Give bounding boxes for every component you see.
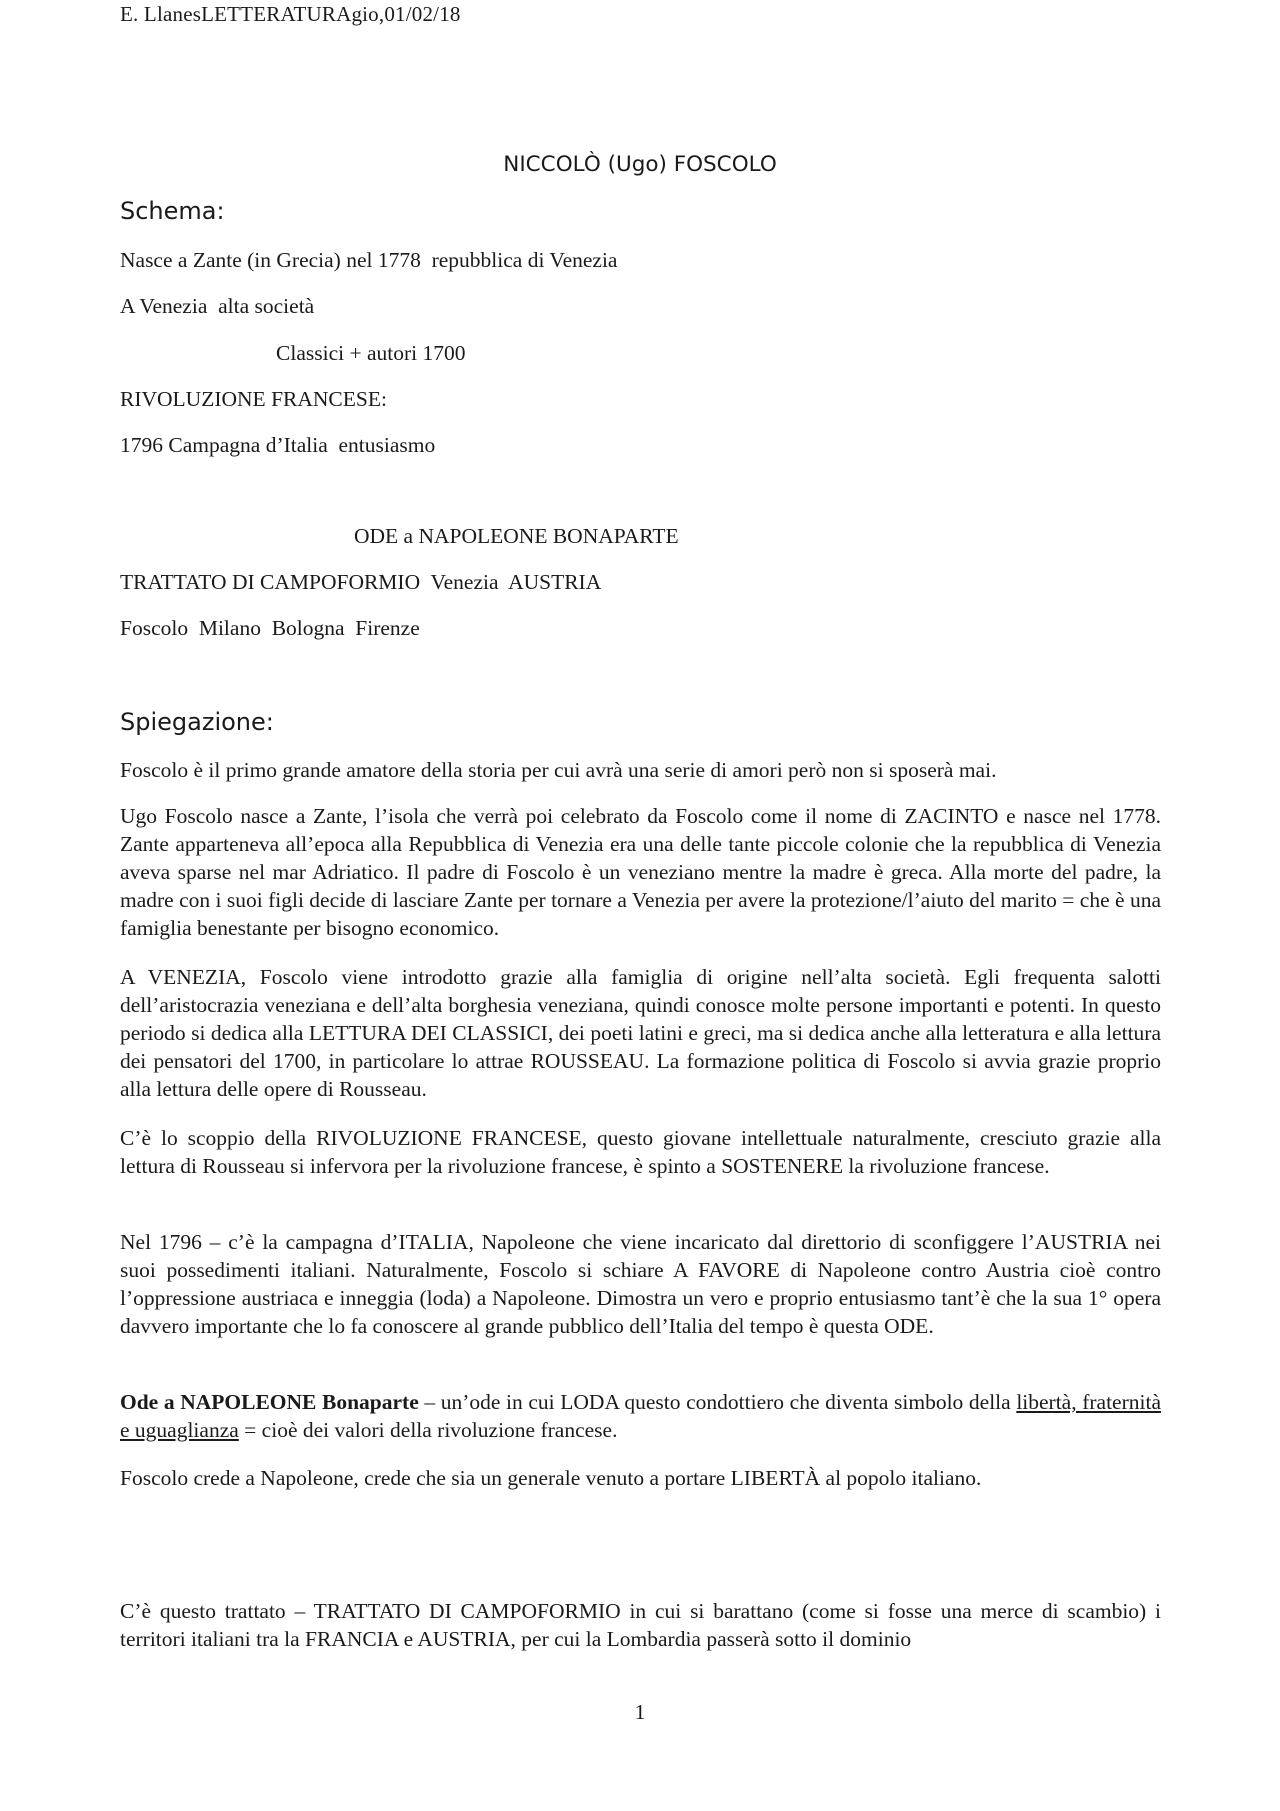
paragraph-6-text: – un’ode in cui LODA questo condottiero che diventa simbolo della bbox=[418, 1390, 1017, 1414]
schema-line-4: RIVOLUZIONE FRANCESE: bbox=[120, 387, 387, 411]
paragraph-6-end: = cioè dei valori della rivoluzione francese. bbox=[238, 1418, 618, 1442]
schema-line-8: Foscolo Milano Bologna Firenze bbox=[120, 616, 420, 640]
schema-heading: Schema: bbox=[120, 197, 225, 225]
paragraph-3: A VENEZIA, Foscolo viene introdotto grazie alla famiglia di origine nell’alta società. Egli frequenta salotti dell’aristocrazia veneziana e dell’alta borghesia veneziana, quindi conosce molte persone importanti e potenti. In questo periodo si dedica alla LETTURA DEI CLASSICI, dei poeti latini e greci, ma si dedica anche alla letteratura e alla lettura dei pensatori del 1700, in particolare lo attrae ROUSSEAU. La formazione politica di Foscolo si avvia grazie proprio alla lettura delle opere di Rousseau. bbox=[120, 965, 1161, 1101]
paragraph-5: Nel 1796 – c’è la campagna d’ITALIA, Napoleone che viene incaricato dal direttorio di sconfiggere l’AUSTRIA nei suoi possedimenti italiani. Naturalmente, Foscolo si schiare A FAVORE di Napoleone contro Austria cioè contro l’oppressione austriaca e inneggia (loda) a Napoleone. Dimostra un vero e proprio entusiasmo tant’è che la sua 1° opera davvero importante che lo fa conoscere al grande pubblico dell’Italia del tempo è questa ODE. bbox=[120, 1230, 1161, 1338]
schema-line-5: 1796 Campagna d’Italia entusiasmo bbox=[120, 433, 436, 457]
paragraph-8: C’è questo trattato – TRATTATO DI CAMPOFORMIO in cui si barattano (come si fosse una merce di scambio) i territori italiani tra la FRANCIA e AUSTRIA, per cui la Lombardia passerà sotto il dominio bbox=[120, 1599, 1161, 1651]
paragraph-6 bbox=[120, 1388, 1161, 1444]
paragraph-1: Foscolo è il primo grande amatore della storia per cui avrà una serie di amori però non si sposerà mai. bbox=[120, 758, 997, 782]
schema-line-3: Classici + autori 1700 bbox=[276, 341, 466, 365]
paragraph-7: Foscolo crede a Napoleone, crede che sia un generale venuto a portare LIBERTÀ al popolo italiano. bbox=[120, 1466, 982, 1490]
paragraph-2: Ugo Foscolo nasce a Zante, l’isola che verrà poi celebrato da Foscolo come il nome di ZACINTO e nasce nel 1778. Zante apparteneva all’epoca alla Repubblica di Venezia era una delle tante piccole colonie che la repubblica di Venezia aveva sparse nel mar Adriatico. Il padre di Foscolo è un veneziano mentre la madre è greca. Alla morte del padre, la madre con i suoi figli decide di lasciare Zante per tornare a Venezia per avere la protezione/l’aiuto del marito = che è una famiglia benestante per bisogno economico. bbox=[120, 804, 1161, 940]
document-title-text: NICCOLÒ (Ugo) FOSCOLO bbox=[503, 152, 777, 177]
page-header: E. LlanesLETTERATURAgio,01/02/18 bbox=[120, 2, 461, 26]
schema-line-7: TRATTATO DI CAMPOFORMIO Venezia AUSTRIA bbox=[120, 570, 602, 594]
underlined-values: libertà, fraternità e uguaglianza bbox=[120, 1390, 1161, 1442]
schema-line-1: Nasce a Zante (in Grecia) nel 1778 repubblica di Venezia bbox=[120, 248, 618, 272]
ode-title-bold: Ode a NAPOLEONE Bonaparte bbox=[120, 1390, 419, 1414]
spiegazione-heading: Spiegazione: bbox=[120, 708, 274, 736]
schema-line-6: ODE a NAPOLEONE BONAPARTE bbox=[354, 524, 679, 548]
schema-line-2: A Venezia alta società bbox=[120, 294, 315, 318]
document-title bbox=[0, 152, 1280, 177]
page-number: 1 bbox=[634, 1700, 646, 1724]
paragraph-4: C’è lo scoppio della RIVOLUZIONE FRANCESE, questo giovane intellettuale naturalmente, cresciuto grazie alla lettura di Rousseau si infervora per la rivoluzione francese, è spinto a SOSTENERE la rivoluzione francese. bbox=[120, 1126, 1161, 1178]
